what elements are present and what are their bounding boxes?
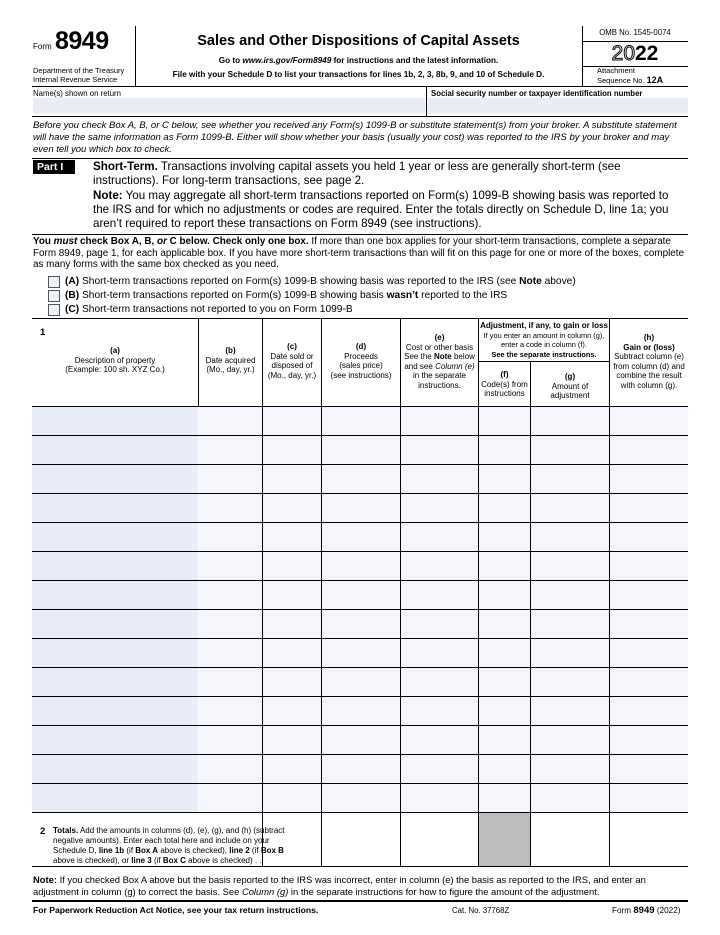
description-input[interactable] — [32, 523, 198, 551]
form-label: Form — [33, 42, 52, 51]
date-acquired-input[interactable] — [199, 465, 262, 493]
proceeds-input[interactable] — [322, 436, 400, 464]
col-c-header: (c) Date sold or disposed of (Mo., day, yr.) — [267, 342, 317, 380]
codes-input[interactable] — [479, 552, 530, 580]
short-term-description: Short-Term. Transactions involving capital assets you held 1 year or less are generally short-term (see instructions). For long-term transactions, see page 2. — [93, 160, 621, 187]
codes-input[interactable] — [479, 697, 530, 725]
table-row — [32, 551, 688, 580]
gain-loss-input[interactable] — [610, 726, 688, 754]
bottom-note: Note: If you checked Box A above but the basis reported to the IRS was incorrect, enter in column (e) the basis as reported to the IRS, and enter an adjustment in column (g) to correct the basis. See Column (g) in the separate instructions for how to figure the amount of the adjustment. — [33, 874, 646, 897]
adjustment-input[interactable] — [531, 668, 609, 696]
adjustment-input[interactable] — [531, 523, 609, 551]
total-adjustment-input[interactable] — [531, 813, 609, 866]
part-i-note: Note: You may aggregate all short-term transactions reported on Form(s) 1099-B showing basis was reported to the IRS and for which no adjustments or codes are required. Enter the totals directly on Schedule D, line 1a; you aren’t required to report these transactions on Form 8949 (see instructions). — [93, 189, 669, 230]
description-input[interactable] — [32, 581, 198, 609]
adjustment-input[interactable] — [531, 726, 609, 754]
table-row — [32, 464, 688, 493]
table-row — [32, 493, 688, 522]
total-proceeds-input[interactable] — [322, 813, 400, 866]
gain-loss-input[interactable] — [610, 639, 688, 667]
gain-loss-input[interactable] — [610, 407, 688, 435]
date-sold-input[interactable] — [263, 494, 321, 522]
cost-basis-input[interactable] — [401, 697, 478, 725]
codes-input[interactable] — [479, 465, 530, 493]
description-input[interactable] — [32, 726, 198, 754]
adjustment-input[interactable] — [531, 465, 609, 493]
gain-loss-input[interactable] — [610, 465, 688, 493]
totals-description: Totals. Add the amounts in columns (d), (e), (g), and (h) (subtract negative amounts). Enter each total here and include on your Schedule D, line 1b (if Box A above is checked), line 2 (if Box B above is checked), or line 3 (if Box C above is checked) . . — [53, 826, 285, 865]
ssn-label: Social security number or taxpayer identification number — [431, 89, 643, 98]
proceeds-input[interactable] — [322, 639, 400, 667]
description-input[interactable] — [32, 784, 198, 812]
date-acquired-input[interactable] — [199, 726, 262, 754]
cost-basis-input[interactable] — [401, 552, 478, 580]
proceeds-input[interactable] — [322, 581, 400, 609]
proceeds-input[interactable] — [322, 697, 400, 725]
box-c-label: (C) Short-term transactions not reported to you on Form 1099-B — [65, 304, 353, 315]
name-input[interactable] — [33, 98, 425, 114]
description-input[interactable] — [32, 494, 198, 522]
description-input[interactable] — [32, 552, 198, 580]
adjustment-input[interactable] — [531, 552, 609, 580]
proceeds-input[interactable] — [322, 755, 400, 783]
form-title: Sales and Other Dispositions of Capital Assets — [197, 33, 520, 49]
col-g-header: (g) Amount of adjustment — [550, 372, 590, 400]
description-input[interactable] — [32, 668, 198, 696]
date-acquired-input[interactable] — [199, 436, 262, 464]
gain-loss-input[interactable] — [610, 436, 688, 464]
tax-year: 2022 — [611, 42, 659, 65]
date-sold-input[interactable] — [263, 436, 321, 464]
file-with-schedule-d: File with your Schedule D to list your transactions for lines 1b, 2, 3, 8b, 9, and 10 of Schedule D. — [172, 70, 545, 79]
cost-basis-input[interactable] — [401, 407, 478, 435]
box-b-label: (B) Short-term transactions reported on Form(s) 1099-B showing basis wasn’t reported to the IRS — [65, 290, 508, 301]
date-acquired-input[interactable] — [199, 494, 262, 522]
proceeds-input[interactable] — [322, 668, 400, 696]
date-sold-input[interactable] — [263, 755, 321, 783]
cost-basis-input[interactable] — [401, 581, 478, 609]
proceeds-input[interactable] — [322, 494, 400, 522]
cost-basis-input[interactable] — [401, 465, 478, 493]
table-row — [32, 696, 688, 725]
form-number: 8949 — [55, 27, 109, 55]
date-acquired-input[interactable] — [199, 639, 262, 667]
proceeds-input[interactable] — [322, 610, 400, 638]
date-acquired-input[interactable] — [199, 407, 262, 435]
codes-input[interactable] — [479, 523, 530, 551]
description-input[interactable] — [32, 697, 198, 725]
codes-input[interactable] — [479, 581, 530, 609]
check-one-box-instructions: You must check Box A, B, or C below. Check only one box. If more than one box applies for your short-term transactions, complete a separate Form 8949, page 1, for each applicable box. If you have more short-term transactions than will fit on this page for one or more of the boxes, complete as many forms with the same box checked as you need. — [33, 236, 684, 270]
proceeds-input[interactable] — [322, 523, 400, 551]
cost-basis-input[interactable] — [401, 784, 478, 812]
proceeds-input[interactable] — [322, 407, 400, 435]
adjustment-input[interactable] — [531, 755, 609, 783]
proceeds-input[interactable] — [322, 465, 400, 493]
gain-loss-input[interactable] — [610, 784, 688, 812]
description-input[interactable] — [32, 610, 198, 638]
table-row — [32, 725, 688, 754]
codes-input[interactable] — [479, 639, 530, 667]
adjustment-input[interactable] — [531, 610, 609, 638]
attachment-sequence: Attachment Sequence No. 12A — [597, 66, 664, 85]
date-acquired-input[interactable] — [199, 668, 262, 696]
date-sold-input[interactable] — [263, 610, 321, 638]
cost-basis-input[interactable] — [401, 726, 478, 754]
date-sold-input[interactable] — [263, 726, 321, 754]
date-acquired-input[interactable] — [199, 784, 262, 812]
gain-loss-input[interactable] — [610, 494, 688, 522]
box-b-checkbox[interactable] — [48, 290, 60, 302]
date-acquired-input[interactable] — [199, 552, 262, 580]
date-acquired-input[interactable] — [199, 523, 262, 551]
total-codes-shaded — [479, 813, 530, 866]
date-sold-input[interactable] — [263, 581, 321, 609]
proceeds-input[interactable] — [322, 552, 400, 580]
cost-basis-input[interactable] — [401, 668, 478, 696]
table-row — [32, 522, 688, 551]
codes-input[interactable] — [479, 610, 530, 638]
gain-loss-input[interactable] — [610, 523, 688, 551]
part-i-badge: Part I — [33, 160, 75, 174]
date-sold-input[interactable] — [263, 639, 321, 667]
line-1-number: 1 — [40, 327, 46, 338]
col-h-header: (h) Gain or (loss) Subtract column (e) from column (d) and combine the result with column (g). — [613, 333, 685, 390]
codes-input[interactable] — [479, 407, 530, 435]
gain-loss-input[interactable] — [610, 755, 688, 783]
footer-form-id: Form 8949 (2022) — [612, 905, 681, 916]
date-sold-input[interactable] — [263, 668, 321, 696]
adjustment-input[interactable] — [531, 494, 609, 522]
col-a-header: (a) Description of property (Example: 100 sh. XYZ Co.) — [65, 346, 165, 374]
table-row — [32, 638, 688, 667]
col-d-header: (d) Proceeds (sales price) (see instructions) — [330, 342, 392, 380]
col-e-header: (e) Cost or other basis See the Note below and see Column (e) in the separate instructions. — [404, 333, 475, 390]
goto-instructions: Go to www.irs.gov/Form8949 for instructions and the latest information. — [218, 56, 499, 65]
date-sold-input[interactable] — [263, 697, 321, 725]
intro-instructions: Before you check Box A, B, or C below, see whether you received any Form(s) 1099-B or substitute statement(s) from your broker. A substitute statement will have the same information as Form 1099-B. Either will show whether your basis (usually your cost) was reported to the IRS by your broker and may even tell you which box to check. — [33, 120, 677, 155]
irs-name: Internal Revenue Service — [33, 75, 118, 84]
description-input[interactable] — [32, 465, 198, 493]
paperwork-notice: For Paperwork Reduction Act Notice, see your tax return instructions. — [33, 905, 319, 915]
cost-basis-input[interactable] — [401, 523, 478, 551]
adjustment-input[interactable] — [531, 639, 609, 667]
date-sold-input[interactable] — [263, 523, 321, 551]
table-row — [32, 754, 688, 783]
adjustment-input[interactable] — [531, 581, 609, 609]
table-row — [32, 435, 688, 464]
cost-basis-input[interactable] — [401, 755, 478, 783]
date-acquired-input[interactable] — [199, 697, 262, 725]
proceeds-input[interactable] — [322, 726, 400, 754]
col-f-header: (f) Code(s) from instructions — [481, 370, 528, 398]
table-row — [32, 406, 688, 435]
table-row — [32, 609, 688, 638]
adjustment-header: Adjustment, if any, to gain or loss If you enter an amount in column (g), enter a code in column (f). See the separate instructions. — [480, 321, 608, 359]
adjustment-input[interactable] — [531, 697, 609, 725]
dept-treasury: Department of the Treasury — [33, 66, 125, 75]
codes-input[interactable] — [479, 436, 530, 464]
date-sold-input[interactable] — [263, 784, 321, 812]
date-sold-input[interactable] — [263, 407, 321, 435]
col-b-header: (b) Date acquired (Mo., day, yr.) — [205, 346, 256, 374]
date-acquired-input[interactable] — [199, 610, 262, 638]
codes-input[interactable] — [479, 726, 530, 754]
proceeds-input[interactable] — [322, 784, 400, 812]
adjustment-input[interactable] — [531, 784, 609, 812]
description-input[interactable] — [32, 436, 198, 464]
codes-input[interactable] — [479, 494, 530, 522]
table-row — [32, 783, 688, 812]
description-input[interactable] — [32, 407, 198, 435]
gain-loss-input[interactable] — [610, 552, 688, 580]
description-input[interactable] — [32, 639, 198, 667]
cost-basis-input[interactable] — [401, 436, 478, 464]
cost-basis-input[interactable] — [401, 610, 478, 638]
cost-basis-input[interactable] — [401, 494, 478, 522]
omb-number: OMB No. 1545-0074 — [599, 28, 671, 37]
box-a-checkbox[interactable] — [48, 276, 60, 288]
codes-input[interactable] — [479, 784, 530, 812]
date-acquired-input[interactable] — [199, 755, 262, 783]
description-input[interactable] — [32, 755, 198, 783]
codes-input[interactable] — [479, 668, 530, 696]
box-c-checkbox[interactable] — [48, 304, 60, 316]
table-row — [32, 580, 688, 609]
date-acquired-input[interactable] — [199, 581, 262, 609]
gain-loss-input[interactable] — [610, 581, 688, 609]
codes-input[interactable] — [479, 755, 530, 783]
adjustment-input[interactable] — [531, 436, 609, 464]
gain-loss-input[interactable] — [610, 668, 688, 696]
irs-url-link[interactable]: www.irs.gov/Form8949 — [242, 56, 332, 65]
table-row — [32, 667, 688, 696]
cost-basis-input[interactable] — [401, 639, 478, 667]
catalog-number: Cat. No. 37768Z — [452, 906, 510, 915]
name-label: Name(s) shown on return — [33, 89, 121, 98]
line-2-number: 2 — [40, 826, 46, 837]
total-gain-loss-input[interactable] — [610, 813, 688, 866]
date-sold-input[interactable] — [263, 465, 321, 493]
ssn-input[interactable] — [428, 98, 688, 114]
box-a-label: (A) Short-term transactions reported on Form(s) 1099-B showing basis was reported to the IRS (see Note above) — [65, 276, 576, 287]
gain-loss-input[interactable] — [610, 610, 688, 638]
adjustment-input[interactable] — [531, 407, 609, 435]
total-cost-basis-input[interactable] — [401, 813, 478, 866]
date-sold-input[interactable] — [263, 552, 321, 580]
gain-loss-input[interactable] — [610, 697, 688, 725]
